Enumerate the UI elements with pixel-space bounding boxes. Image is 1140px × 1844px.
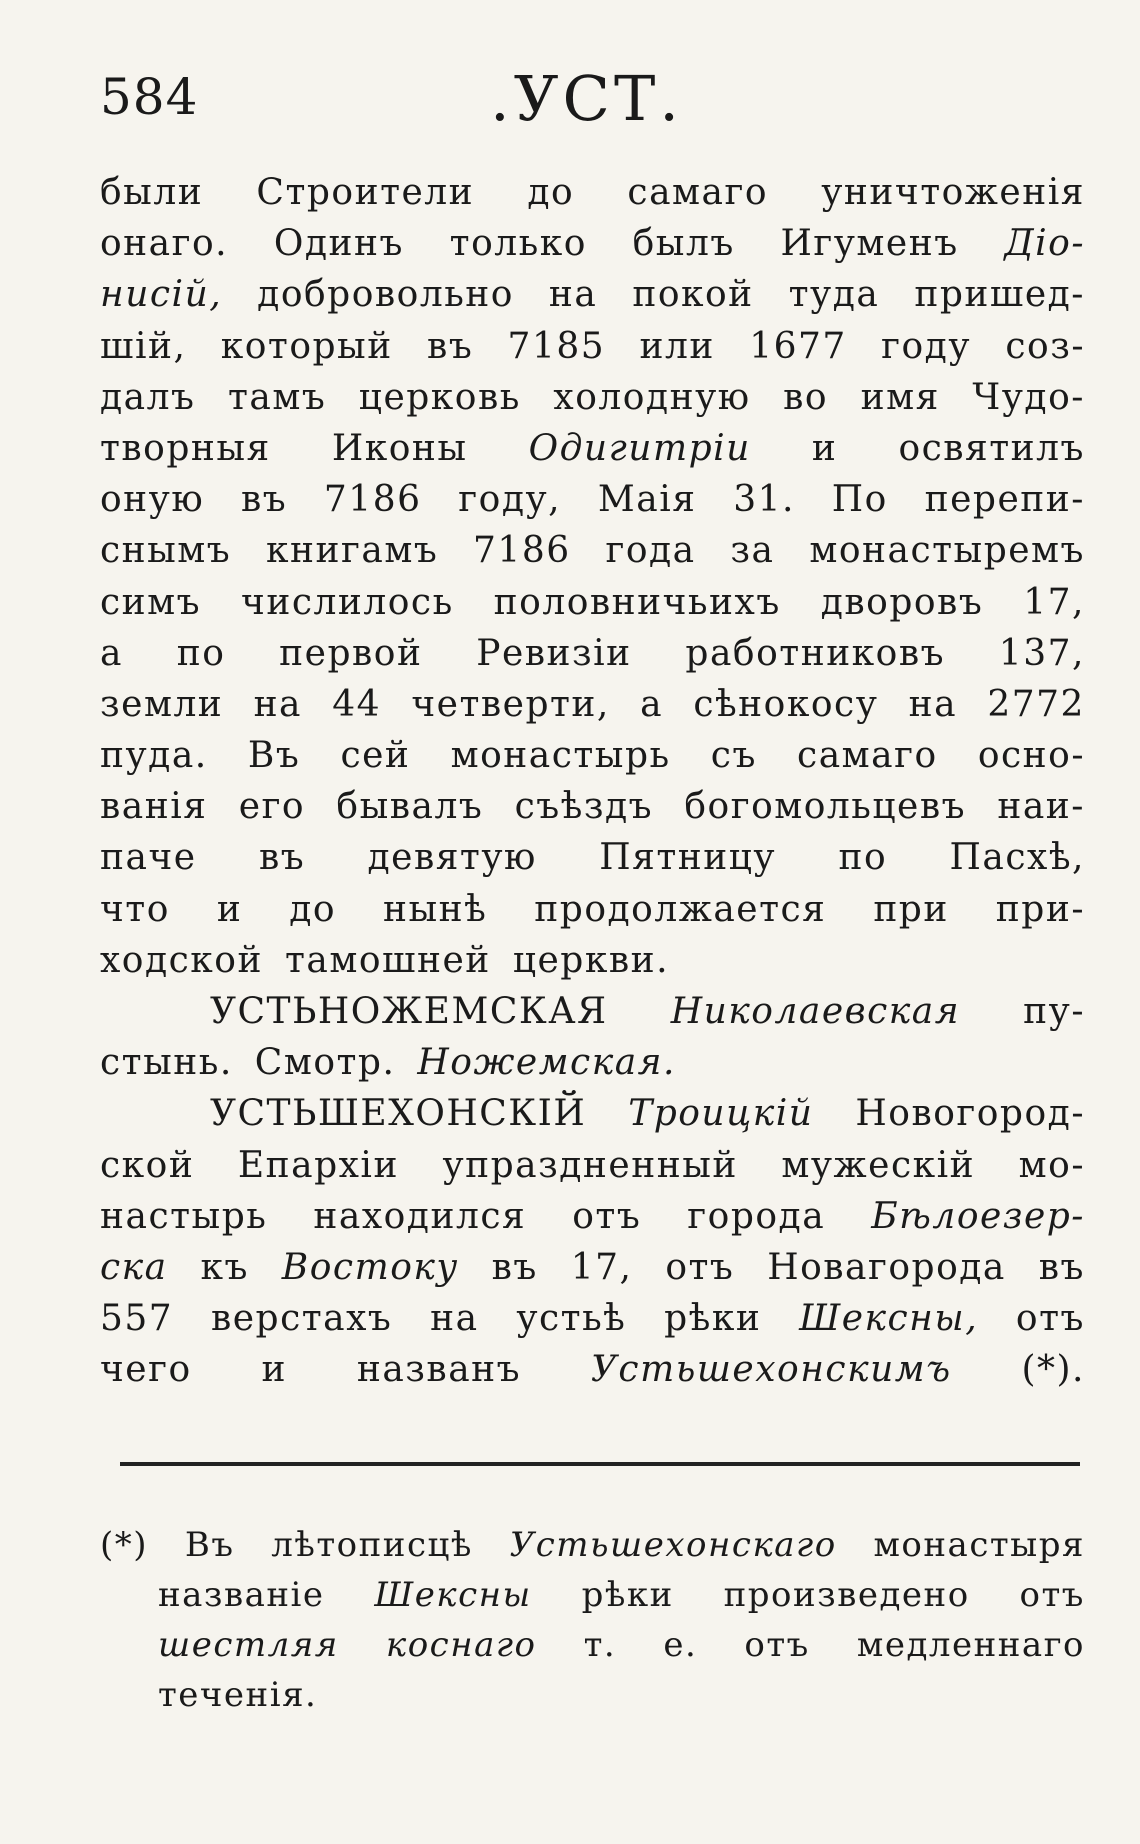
word: стынь. — [100, 1042, 233, 1084]
word: къ — [200, 1246, 249, 1288]
word: 137, — [998, 632, 1085, 674]
word: церкви. — [512, 939, 670, 981]
word: отъ — [665, 1246, 735, 1288]
word: книгамъ — [266, 530, 439, 572]
word: что — [100, 888, 170, 930]
word: тамошней — [284, 939, 491, 981]
word: монастырь — [450, 735, 671, 777]
word: УСТЬШЕХОНСКІЙ — [210, 1093, 587, 1135]
footnote-divider — [120, 1462, 1080, 1466]
word: Смотр. — [254, 1042, 396, 1084]
word: По — [831, 479, 888, 521]
word: при — [873, 888, 949, 930]
word: самаго — [797, 735, 938, 777]
word: пу- — [1023, 991, 1085, 1032]
word: по — [176, 632, 226, 674]
word: его — [238, 786, 306, 828]
word: добровольно — [257, 274, 514, 316]
word: Пасхѣ, — [949, 837, 1085, 879]
word: 44 — [332, 683, 382, 725]
word: въ — [427, 325, 474, 367]
word: монастыремъ — [809, 530, 1085, 572]
word: рѣки — [664, 1298, 762, 1340]
word: уничтоженія — [821, 172, 1085, 213]
word: соз- — [1005, 325, 1085, 367]
word: только — [449, 223, 587, 265]
word: года — [605, 530, 696, 572]
word: города — [687, 1195, 826, 1237]
word: отъ — [1019, 1575, 1085, 1615]
text-line — [100, 223, 1085, 274]
word: во — [783, 376, 829, 418]
text-line — [100, 684, 1085, 735]
word: на — [548, 274, 598, 316]
word: съ — [710, 735, 757, 777]
text-line — [100, 1247, 1085, 1298]
footnote-line — [100, 1675, 1085, 1725]
word: холодную — [553, 376, 751, 418]
text-line — [100, 326, 1085, 377]
word: въ — [240, 479, 288, 521]
word: освятилъ — [898, 427, 1085, 469]
word: Востоку — [281, 1246, 459, 1288]
word: находился — [313, 1195, 527, 1237]
word: Устьшехонскимъ — [590, 1349, 952, 1391]
word: Новогород- — [855, 1093, 1085, 1135]
word: УСТЬНОЖЕМСКАЯ — [210, 991, 608, 1032]
word: на — [430, 1298, 479, 1340]
word: четверти, — [411, 683, 610, 725]
word: симъ — [100, 581, 202, 623]
footnote — [100, 1525, 1085, 1725]
word: е. — [663, 1625, 698, 1665]
word: девятую — [367, 837, 537, 879]
word: оную — [100, 479, 205, 521]
page-number: 584 — [100, 68, 199, 126]
word: а — [100, 632, 123, 674]
text-line — [100, 274, 1085, 325]
text-line — [100, 1196, 1085, 1247]
word: Устьшехонскаго — [509, 1525, 837, 1565]
word: былъ — [632, 223, 735, 265]
word: Новагорода — [767, 1246, 1006, 1288]
word: медленнаго — [856, 1625, 1085, 1665]
word: верстахъ — [210, 1298, 393, 1340]
word: первой — [279, 632, 423, 674]
footnote-line — [100, 1625, 1085, 1675]
text-line — [100, 837, 1085, 888]
word: самаго — [627, 172, 769, 213]
word: имя — [860, 376, 940, 418]
word: названіе — [158, 1575, 325, 1615]
text-line — [100, 1145, 1085, 1196]
text-line — [100, 582, 1085, 633]
word: мо- — [1018, 1144, 1085, 1186]
word: и — [216, 888, 243, 930]
word: продолжается — [534, 888, 827, 930]
word: отъ — [572, 1195, 642, 1237]
word: рѣки — [581, 1575, 674, 1615]
word: коснаго — [385, 1625, 537, 1665]
word: названъ — [356, 1349, 522, 1391]
word: Одинъ — [273, 223, 404, 265]
word: отъ — [744, 1625, 810, 1665]
text-line — [100, 633, 1085, 684]
text-line — [100, 172, 1085, 223]
word: снымъ — [100, 530, 232, 572]
word: нисій, — [100, 274, 223, 316]
footnote-line — [100, 1525, 1085, 1575]
word: монастыря — [873, 1525, 1085, 1565]
word: были — [100, 172, 204, 213]
word: 17, — [1023, 581, 1085, 623]
word: или — [639, 325, 715, 367]
word: ской — [100, 1144, 195, 1186]
footnote-line — [100, 1575, 1085, 1625]
word: Чудо- — [972, 376, 1085, 418]
text-line — [100, 530, 1085, 581]
word: работниковъ — [685, 632, 946, 674]
word: ванія — [100, 786, 208, 828]
word: паче — [100, 837, 197, 879]
word: Діо- — [1004, 223, 1085, 265]
word: теченія. — [158, 1675, 318, 1715]
word: въ — [258, 837, 306, 879]
word: году, — [458, 479, 562, 521]
text-line — [100, 377, 1085, 428]
page-header — [100, 62, 1060, 142]
word: туда — [788, 274, 880, 316]
word: на — [253, 683, 303, 725]
text-line — [100, 1093, 1085, 1144]
word: за — [730, 530, 775, 572]
word: лѣтописцѣ — [271, 1525, 473, 1565]
word: половничьихъ — [493, 581, 781, 623]
word: ходской — [100, 939, 263, 981]
word: чего — [100, 1349, 192, 1391]
text-line — [100, 1042, 1085, 1093]
word: 2772 — [987, 683, 1085, 725]
word: (*) — [100, 1525, 149, 1565]
word: Бѣлоезер- — [871, 1195, 1085, 1237]
text-line — [100, 735, 1085, 786]
word: (*). — [1021, 1349, 1085, 1391]
word: богомольцевъ — [684, 786, 967, 828]
word: покой — [632, 274, 754, 316]
word: Иконы — [331, 427, 468, 469]
text-line — [100, 940, 1085, 991]
word: въ — [1038, 1246, 1085, 1288]
word: творныя — [100, 427, 271, 469]
text-line — [100, 428, 1085, 479]
word: по — [838, 837, 888, 879]
word: перепи- — [924, 479, 1085, 521]
running-head: .УСТ. — [490, 62, 684, 135]
word: церковь — [358, 376, 521, 418]
text-line — [100, 1298, 1085, 1349]
word: Троицкій — [628, 1093, 814, 1135]
word: тамъ — [227, 376, 327, 418]
word: сѣнокосу — [693, 683, 879, 725]
word: наи- — [997, 786, 1085, 828]
word: настырь — [100, 1195, 268, 1237]
word: ска — [100, 1246, 168, 1288]
text-line — [100, 1349, 1085, 1400]
text-line — [100, 889, 1085, 940]
word: который — [220, 325, 393, 367]
word: числилось — [241, 581, 454, 623]
word: нынѣ — [383, 888, 488, 930]
word: до — [527, 172, 575, 213]
word: пуда. — [100, 735, 208, 777]
word: Шексны, — [799, 1298, 979, 1340]
word: устьѣ — [516, 1298, 627, 1340]
text-line — [100, 991, 1085, 1042]
word: произведено — [723, 1575, 970, 1615]
word: шій, — [100, 325, 187, 367]
word: и — [261, 1349, 287, 1391]
word: онаго. — [100, 223, 229, 265]
word: и — [811, 427, 838, 469]
word: Ножемская. — [417, 1042, 676, 1084]
word: Одигитріи — [528, 427, 751, 469]
word: Строители — [256, 172, 475, 213]
word: Въ — [247, 735, 301, 777]
word: отъ — [1015, 1298, 1085, 1340]
word: году — [881, 325, 972, 367]
word: осно- — [977, 735, 1085, 777]
word: Ревизіи — [476, 632, 632, 674]
word: сей — [340, 735, 411, 777]
word: Игуменъ — [780, 223, 959, 265]
word: Шексны — [374, 1575, 532, 1615]
word: на — [908, 683, 958, 725]
word: т. — [583, 1625, 617, 1665]
word: Маія — [597, 479, 697, 521]
word: 17, — [570, 1246, 633, 1288]
word: 31. — [733, 479, 795, 521]
word: 557 — [100, 1298, 174, 1340]
word: земли — [100, 683, 224, 725]
word: бывалъ — [336, 786, 484, 828]
word: 7186 — [473, 530, 571, 572]
word: Въ — [184, 1525, 235, 1565]
word: дворовъ — [820, 581, 984, 623]
text-line — [100, 479, 1085, 530]
word: Епархіи — [237, 1144, 399, 1186]
word: Николаевская — [670, 991, 961, 1032]
word: 1677 — [749, 325, 847, 367]
word: Пятницу — [599, 837, 777, 879]
word: съѣздъ — [514, 786, 654, 828]
word: шестляя — [158, 1625, 339, 1665]
word: до — [289, 888, 337, 930]
text-line — [100, 786, 1085, 837]
word: пришед- — [914, 274, 1085, 316]
word: мужескій — [781, 1144, 976, 1186]
word: 7186 — [323, 479, 422, 521]
word: упраздненный — [442, 1144, 738, 1186]
word: въ — [491, 1246, 538, 1288]
main-text — [100, 172, 1085, 1401]
word: далъ — [100, 376, 196, 418]
word: а — [640, 683, 664, 725]
word: при- — [995, 888, 1085, 930]
word: 7185 — [507, 325, 606, 367]
